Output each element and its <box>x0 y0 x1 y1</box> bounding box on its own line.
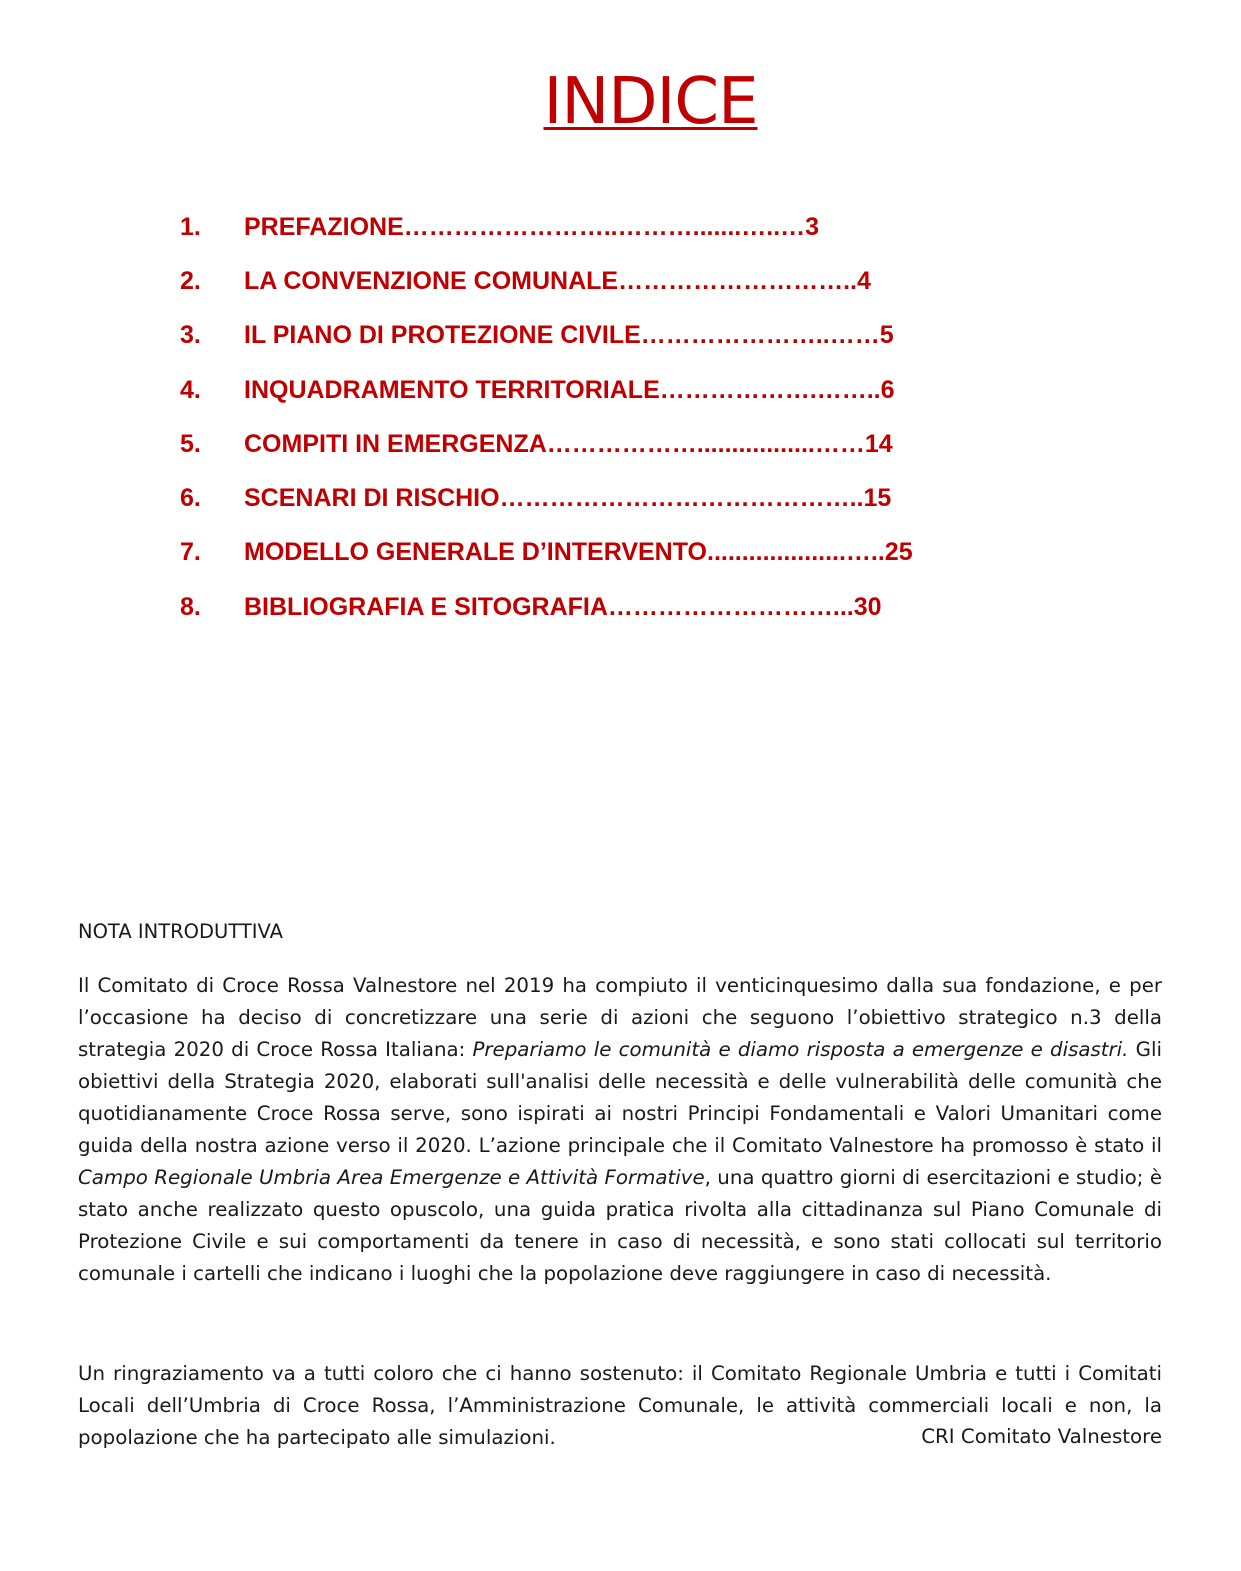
intro-emphasis-campo: Campo Regionale Umbria Area Emergenze e Attività Formative <box>78 1166 705 1189</box>
toc-title: MODELLO GENERALE D’INTERVENTO....................…..25 <box>244 538 913 567</box>
toc-number: 7. <box>180 538 201 567</box>
toc-title: INQUADRAMENTO TERRITORIALE……………….……..6 <box>244 375 895 404</box>
toc-entry-scenari[interactable] <box>180 471 980 525</box>
signature: CRI Comitato Valnestore <box>921 1425 1162 1448</box>
intro-heading: NOTA INTRODUTTIVA <box>78 920 283 943</box>
toc-number: 6. <box>180 484 201 513</box>
toc-title: COMPITI IN EMERGENZA……………….................……14 <box>244 429 893 458</box>
toc-number: 5. <box>180 429 201 458</box>
toc-entry-inquadramento[interactable] <box>180 363 980 417</box>
intro-text-part-1: Il Comitato di Croce Rossa Valnestore nel 2019 ha compiuto il venticinquesimo dalla sua fondazione, e per l’occasione ha deciso di concretizzare una serie di azioni che seguono l’obiettivo strategico n.3 della strategia 2020 di Croce Rossa Italiana: <box>78 974 1162 1061</box>
intro-paragraph <box>78 970 1162 1290</box>
table-of-contents <box>180 200 980 634</box>
intro-emphasis-objective: Prepariamo le comunità e diamo risposta a emergenze e disastri. <box>472 1038 1129 1061</box>
intro-text-part-2: Gli obiettivi della Strategia 2020, elaborati sull'analisi delle necessità e delle vulnerabilità delle comunità che quotidianamente Croce Rossa serve, sono ispirati ai nostri Principi Fondamentali e Valori Umanitari come guida della nostra azione verso il 2020. L’azione principale che il Comitato Valnestore ha promosso è stato il <box>78 1038 1163 1157</box>
toc-entry-prefazione[interactable] <box>180 200 980 254</box>
toc-entry-convenzione[interactable] <box>180 254 980 308</box>
toc-title: SCENARI DI RISCHIO……………………………………..15 <box>244 484 892 513</box>
toc-entry-bibliografia[interactable] <box>180 580 980 634</box>
toc-entry-piano[interactable] <box>180 309 980 363</box>
thanks-paragraph: Un ringraziamento va a tutti coloro che ci hanno sostenuto: il Comitato Regionale Umbria e tutti i Comitati Locali dell’Umbria di Croce Rossa, l’Amministrazione Comunale, le attività commerciali locali e non, la popolazione che ha partecipato alle simulazioni. <box>78 1362 1162 1449</box>
toc-title: IL PIANO DI PROTEZIONE CIVILE…………………..……5 <box>244 321 894 350</box>
toc-title: LA CONVENZIONE COMUNALE………………………..4 <box>244 266 871 295</box>
toc-entry-modello[interactable] <box>180 526 980 580</box>
page-title: INDICE <box>543 65 758 139</box>
toc-entry-compiti[interactable] <box>180 417 980 471</box>
toc-number: 4. <box>180 375 201 404</box>
toc-number: 2. <box>180 266 201 295</box>
toc-number: 8. <box>180 592 201 621</box>
toc-number: 1. <box>180 212 201 241</box>
toc-title: BIBLIOGRAFIA E SITOGRAFIA………………………...30 <box>244 592 882 621</box>
intro-text-part-3: , una quattro giorni di esercitazioni e studio; è stato anche realizzato questo opuscolo, una guida pratica rivolta alla cittadinanza sul Piano Comunale di Protezione Civile e sui comportamenti da tenere in caso di necessità, e sono stati collocati sul territorio comunale i cartelli che indicano i luoghi che la popolazione deve raggiungere in caso di necessità. <box>78 1166 1162 1285</box>
toc-number: 3. <box>180 321 201 350</box>
toc-title: PREFAZIONE……………………..……….......…..…3 <box>244 212 820 241</box>
